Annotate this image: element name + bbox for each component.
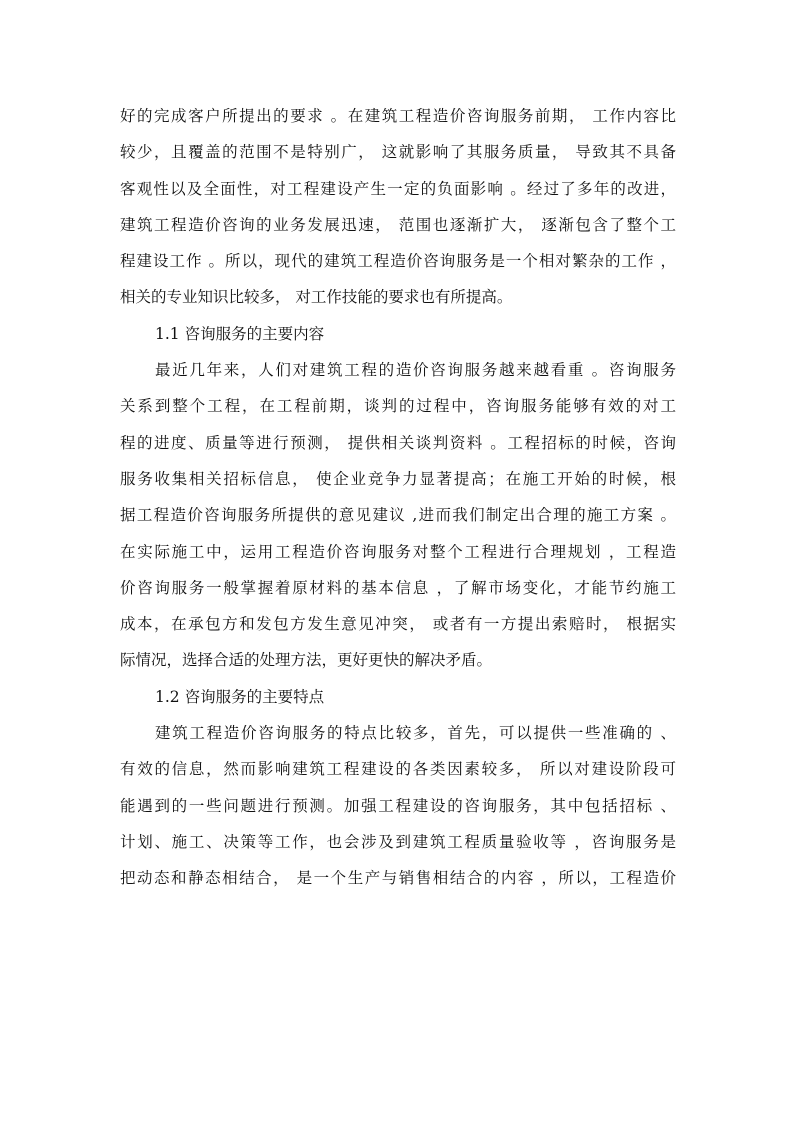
text-line: 据工程造价咨询服务所提供的意见建议 ,进而我们制定出合理的施工方案 。 (120, 506, 676, 525)
text-line: 好的完成客户所提出的要求 。在建筑工程造价咨询服务前期， 工作内容比 (120, 107, 676, 125)
text-line: 计划、施工、决策等工作，也会涉及到建筑工程质量验收等 ，咨询服务是 (120, 832, 676, 851)
text-line: 把动态和静态相结合， 是一个生产与销售相结合的内容 ，所以，工程造价 (120, 869, 676, 888)
section-heading-1-1: 1.1 咨询服务的主要内容 (155, 324, 325, 343)
text-line: 相关的专业知识比较多， 对工作技能的要求也有所提高。 (120, 288, 513, 307)
text-line: 建筑工程造价咨询的业务发展迅速， 范围也逐渐扩大， 逐渐包含了整个工 (120, 215, 676, 234)
text-line: 关系到整个工程，在工程前期，谈判的过程中，咨询服务能够有效的对工 (120, 397, 676, 416)
paragraph-1 (120, 98, 676, 316)
text-line: 在实际施工中，运用工程造价咨询服务对整个工程进行合理规划 ，工程造 (120, 542, 676, 561)
text-line: 客观性以及全面性，对工程建设产生一定的负面影响 。经过了多年的改进， (120, 179, 676, 198)
text-line: 程建设工作 。所以，现代的建筑工程造价咨询服务是一个相对繁杂的工作 ， (120, 252, 676, 271)
text-line: 建筑工程造价咨询服务的特点比较多，首先，可以提供一些准确的 、 (155, 724, 676, 743)
text-line: 最近几年来，人们对建筑工程的造价咨询服务越来越看重 。咨询服务 (155, 361, 676, 380)
text-line: 较少，且覆盖的范围不是特别广， 这就影响了其服务质量， 导致其不具备 (120, 143, 676, 162)
text-line: 价咨询服务一般掌握着原材料的基本信息 ，了解市场变化，才能节约施工 (120, 578, 676, 597)
text-line: 际情况，选择合适的处理方法，更好更快的解决矛盾。 (120, 651, 493, 670)
text-line: 有效的信息，然而影响建筑工程建设的各类因素较多， 所以对建设阶段可 (120, 760, 676, 779)
paragraph-3 (120, 715, 676, 896)
text-line: 服务收集相关招标信息， 使企业竞争力显著提高；在施工开始的时候，根 (120, 469, 676, 488)
section-heading-1-2: 1.2 咨询服务的主要特点 (155, 687, 325, 706)
paragraph-2 (120, 352, 676, 679)
document-body (120, 98, 676, 897)
text-line: 能遇到的一些问题进行预测。加强工程建设的咨询服务，其中包括招标 、 (120, 796, 676, 815)
text-line: 程的进度、质量等进行预测， 提供相关谈判资料 。工程招标的时候，咨询 (120, 433, 676, 452)
text-line: 成本，在承包方和发包方发生意见冲突， 或者有一方提出索赔时， 根据实 (120, 615, 676, 634)
